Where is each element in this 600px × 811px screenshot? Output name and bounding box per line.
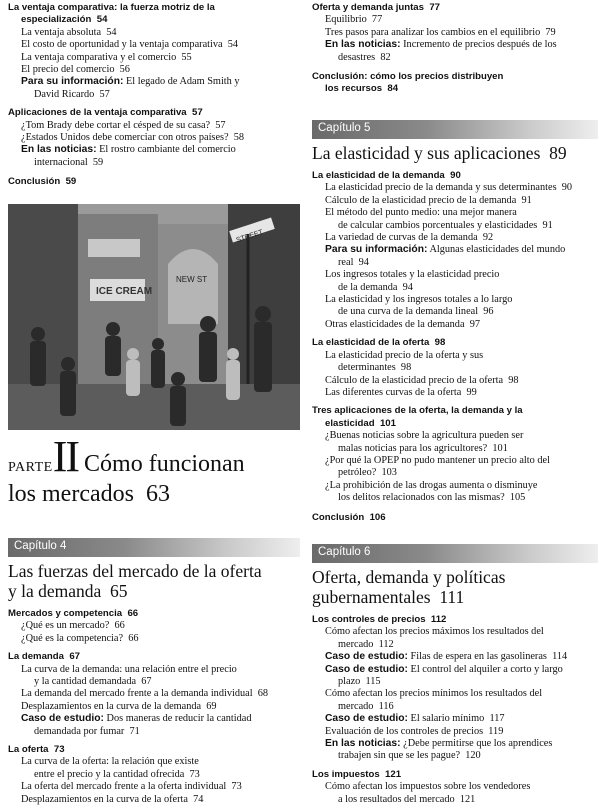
section-title: La elasticidad de la demanda 90 <box>312 170 461 181</box>
toc-item: ¿Estados Unidos debe comerciar con otros países? 58 <box>21 132 245 144</box>
toc-feature-item: En las noticias: Incremento de precios después de los desastres 82 <box>325 39 557 63</box>
toc-item: La demanda del mercado frente a la demanda individual 68 <box>21 688 269 700</box>
toc-item: Las diferentes curvas de la oferta 99 <box>325 386 477 398</box>
toc-item: ¿Buenas noticias sobre la agricultura pueden ser malas noticias para los agricultores? 101 <box>325 430 524 454</box>
toc-feature-item: En las noticias: ¿Debe permitirse que los aprendices trabajen sin que se les pague? 120 <box>325 738 553 762</box>
section-title: Aplicaciones de la ventaja comparativa 57 <box>8 107 203 119</box>
section-title: Los controles de precios 112 <box>312 614 447 625</box>
toc-feature-item: Caso de estudio: El control del alquiler a corto y largo plazo 115 <box>325 663 563 688</box>
toc-item: Cómo afectan los precios máximos los resultados del mercado 112 <box>325 626 544 650</box>
toc-item: Equilibrio 77 <box>325 14 383 26</box>
toc-item: Evaluación de los controles de precios 119 <box>325 725 504 737</box>
toc-item: La elasticidad precio de la oferta y sus determinantes 98 <box>325 349 484 374</box>
toc-item: ¿Por qué la OPEP no pudo mantener un precio alto del petróleo? 103 <box>325 454 550 479</box>
toc-item: Tres pasos para analizar los cambios en el equilibrio 79 <box>325 26 556 38</box>
toc-item: La oferta del mercado frente a la oferta individual 73 <box>21 781 242 793</box>
toc-feature-item: En las noticias: El rostro cambiante del comercio internacional 59 <box>21 144 236 168</box>
toc-item: La elasticidad precio de la demanda y sus determinantes 90 <box>325 182 573 194</box>
toc-item: Cálculo de la elasticidad precio de la oferta 98 <box>325 374 519 386</box>
chapter-bar: Capítulo 5 <box>312 120 598 139</box>
conclusion: Conclusión 106 <box>312 511 386 523</box>
toc-feature-item: Para su información: Algunas elasticidades del mundo real 94 <box>325 244 566 268</box>
toc-feature-item: Caso de estudio: El salario mínimo 117 <box>325 713 505 725</box>
toc-item: El método del punto medio: una mejor manera de calcular cambios porcentuales y elasticidades 91 <box>325 207 553 231</box>
conclusion: Conclusión 59 <box>8 176 77 188</box>
part-heading: PARTEII Cómo funcionan los mercados 63 <box>8 432 245 507</box>
toc-feature-item: Caso de estudio: Dos maneras de reducir la cantidad demandada por fumar 71 <box>21 713 252 737</box>
chapter-title: Oferta, demanda y políticas gubernamentales 111 <box>312 567 506 607</box>
street-scene-image <box>8 204 300 430</box>
chapter-bar: Capítulo 6 <box>312 544 598 563</box>
toc-item: El precio del comercio 56 <box>21 64 130 76</box>
street-sign: STREET <box>235 228 264 245</box>
toc-item: La ventaja absoluta 54 <box>21 26 117 38</box>
section-title: especialización 54 <box>21 14 108 26</box>
toc-item: Los ingresos totales y la elasticidad precio de la demanda 94 <box>325 269 500 293</box>
cafe-sign: NEW ST <box>176 275 208 284</box>
chapter-6 <box>312 544 598 806</box>
chapter-bar: Capítulo 4 <box>8 538 300 557</box>
toc-feature-item: Caso de estudio: Filas de espera en las gasolineras 114 <box>325 651 568 663</box>
chapter-title: Las fuerzas del mercado de la oferta y la demanda 65 <box>8 561 262 601</box>
toc-item: La curva de la oferta: la relación que existe entre el precio y la cantidad ofrecida 73 <box>21 756 200 780</box>
shop-sign: ICE CREAM <box>96 286 153 297</box>
toc-item: Cómo afectan los precios mínimos los resultados del mercado 116 <box>325 688 543 712</box>
toc-feature-item: Para su información: El legado de Adam Smith y David Ricardo 57 <box>21 76 240 100</box>
toc-item: La ventaja comparativa y el comercio 55 <box>21 51 192 63</box>
toc-item: La elasticidad y los ingresos totales a lo largo de una curva de la demanda lineal 96 <box>325 294 513 318</box>
toc-item: ¿Tom Brady debe cortar el césped de su casa? 57 <box>21 119 226 131</box>
part-illustration <box>8 204 300 430</box>
toc-item: La variedad de curvas de la demanda 92 <box>325 232 494 244</box>
toc-item: ¿Qué es la competencia? 66 <box>21 632 139 644</box>
toc-item: Desplazamientos en la curva de la oferta 74 <box>21 793 204 805</box>
section-title: La ventaja comparativa: la fuerza motriz de la <box>8 2 215 13</box>
toc-item: ¿La prohibición de las drogas aumenta o disminuye los delitos relacionados con las mismas? 105 <box>325 479 538 504</box>
section-title: La oferta 73 <box>8 744 65 756</box>
section-title: Los impuestos 121 <box>312 768 402 780</box>
section-title: Mercados y competencia 66 <box>8 608 139 619</box>
chapter-4 <box>8 538 300 806</box>
section-title: La elasticidad de la oferta 98 <box>312 337 446 349</box>
left-column <box>8 0 300 805</box>
toc-item: La curva de la demanda: una relación entre el precio y la cantidad demandada 67 <box>21 663 237 688</box>
conclusion: Conclusión: cómo los precios distribuyen los recursos 84 <box>312 71 504 95</box>
toc-item: Cálculo de la elasticidad precio de la demanda 91 <box>325 194 532 206</box>
toc-item: Desplazamientos en la curva de la demanda 69 <box>21 700 217 712</box>
right-column <box>312 0 598 805</box>
toc-item: Cómo afectan los impuestos sobre los vendedores a los resultados del mercado 121 <box>325 781 531 805</box>
section-title: La demanda 67 <box>8 651 80 663</box>
section-title: Tres aplicaciones de la oferta, la demanda y la elasticidad 101 <box>312 405 523 429</box>
toc-item: Otras elasticidades de la demanda 97 <box>325 318 480 330</box>
chapter-5 <box>312 120 598 524</box>
toc-item: El costo de oportunidad y la ventaja comparativa 54 <box>21 39 239 51</box>
chapter-title: La elasticidad y sus aplicaciones 89 <box>312 143 567 163</box>
section-title: Oferta y demanda juntas 77 <box>312 2 440 13</box>
toc-item: ¿Qué es un mercado? 66 <box>21 620 125 632</box>
